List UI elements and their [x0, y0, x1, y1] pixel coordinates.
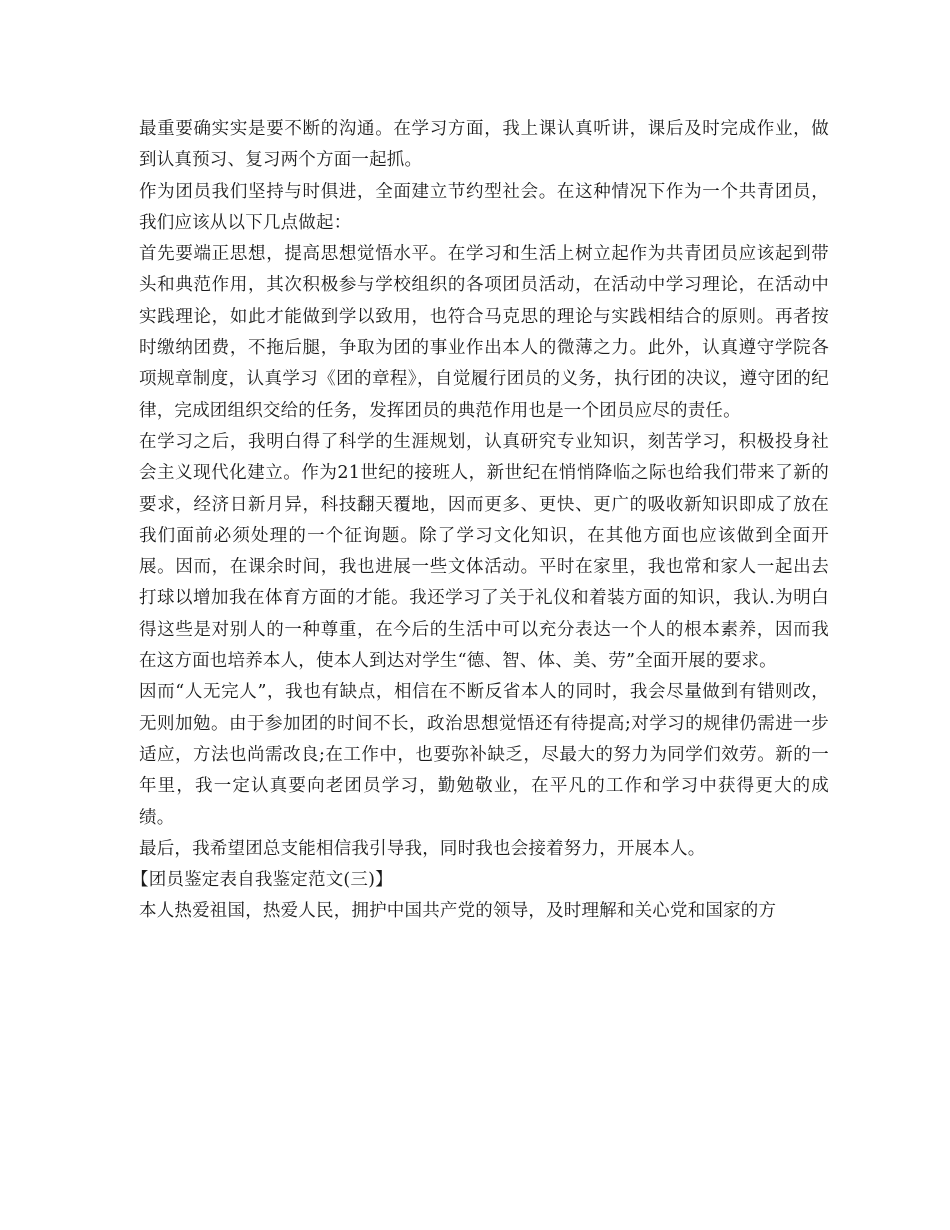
document-page: [131, 114, 829, 928]
paragraph-communication-study: 最重要确实实是要不断的沟通。在学习方面，我上课认真听讲，课后及时完成作业，做到认真预习、复习两个方面一起抓。: [139, 119, 829, 171]
section-heading: 【团员鉴定表自我鉴定范文(三)】: [131, 870, 393, 891]
paragraph-career-planning: 在学习之后，我明白得了科学的生涯规划，认真研究专业知识，刻苦学习，积极投身社会主义现代化建立。作为21世纪的接班人，新世纪在悄悄降临之际也给我们带来了新的要求，经济日新月异，科技翻天覆地，因而更多、更快、更广的吸收新知识即成了放在我们面前必须处理的一个征询题。除了学习文化知识，在其他方面也应该做到全面开展。因而，在课余时间，我也进展一些文体活动。平时在家里，我也常和家人一起出去打球以增加我在体育方面的才能。我还学习了关于礼仪和着装方面的知识，我认.为明白得这些是对别人的一种尊重，在今后的生活中可以充分表达一个人的根本素养，因而我在这方面也培养本人，使本人到达对学生“德、智、体、美、劳”全面开展的要求。: [139, 431, 829, 672]
paragraph-patriotism: 本人热爱祖国，热爱人民，拥护中国共产党的领导，及时理解和关心党和国家的方: [139, 901, 777, 922]
paragraph-shortcomings: 因而“人无完人”，我也有缺点，相信在不断反省本人的同时，我会尽量做到有错则改，无则加勉。由于参加团的时间不长，政治思想觉悟还有待提高;对学习的规律仍需进一步适应，方法也尚需改良;在工作中，也要弥补缺乏，尽最大的努力为同学们效劳。新的一年里，我一定认真要向老团员学习，勤勉敬业，在平凡的工作和学习中获得更大的成绩。: [139, 682, 829, 828]
paragraph-conclusion: 最后，我希望团总支能相信我引导我，同时我也会接着努力，开展本人。: [139, 838, 706, 859]
paragraph-league-member-duty: 作为团员我们坚持与时俱进，全面建立节约型社会。在这种情况下作为一个共青团员，我们应该从以下几点做起：: [139, 181, 829, 233]
paragraph-correct-thinking: 首先要端正思想，提高思想觉悟水平。在学习和生活上树立起作为共青团员应该起到带头和典范作用，其次积极参与学校组织的各项团员活动，在活动中学习理论，在活动中实践理论，如此才能做到学以致用，也符合马克思的理论与实践相结合的原则。再者按时缴纳团费，不拖后腿，争取为团的事业作出本人的微薄之力。此外，认真遵守学院各项规章制度，认真学习《团的章程》，自觉履行团员的义务，执行团的决议，遵守团的纪律，完成团组织交给的任务，发挥团员的典范作用也是一个团员应尽的责任。: [139, 244, 829, 421]
